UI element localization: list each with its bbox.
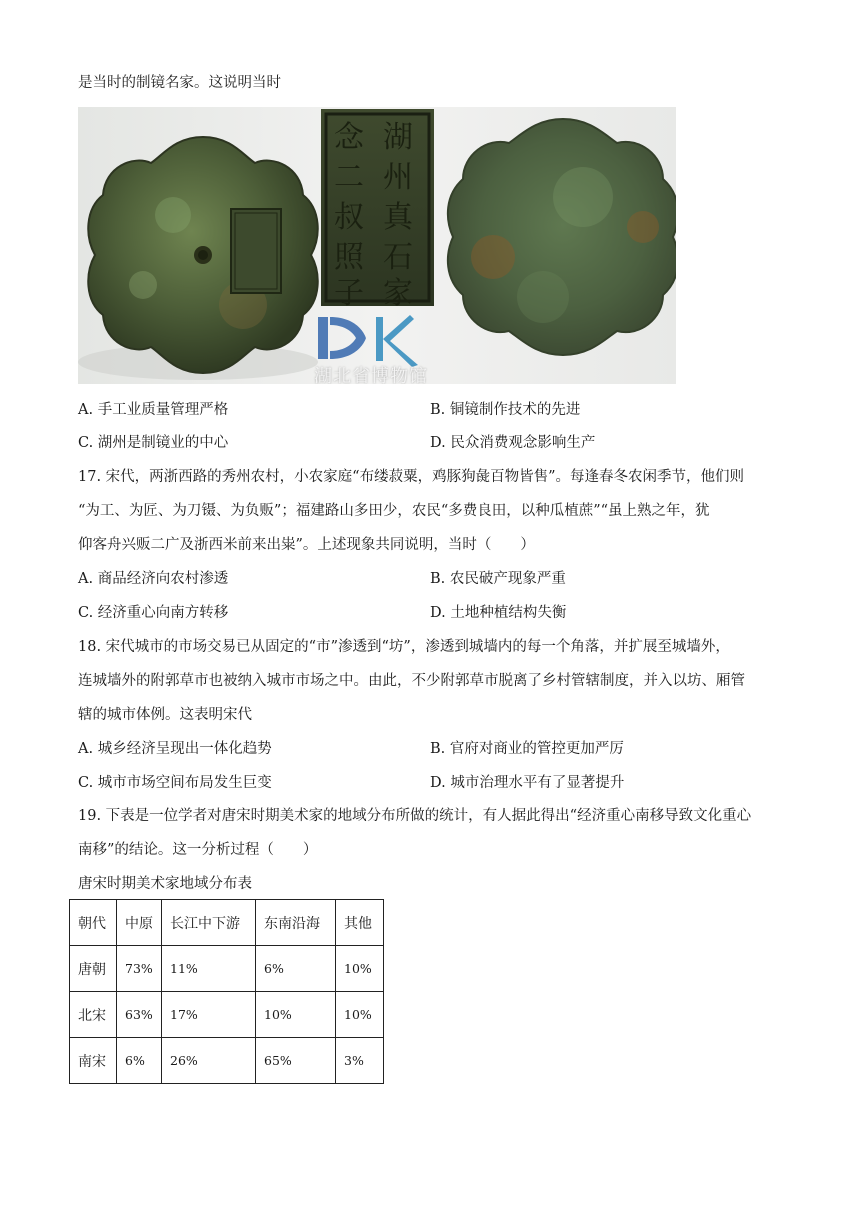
table-cell: 63% [117, 992, 162, 1038]
q19-stem-line-2: 南移”的结论。这一分析过程（ ） [78, 842, 318, 858]
svg-text:子: 子 [334, 276, 364, 311]
table-cell: 11% [162, 946, 256, 992]
svg-text:州: 州 [383, 160, 413, 195]
table-row [70, 1038, 384, 1084]
q17-stem-line-1: 17. 宋代，两浙西路的秀州农村，小农家庭“布缕菽粟，鸡豚狗彘百物皆售”。每逢春冬农闲季节，他们则 [78, 469, 744, 485]
q18-option-b[interactable]: B. 官府对商业的管控更加严厉 [430, 741, 624, 757]
q19-stem-line-1: 19. 下表是一位学者对唐宋时期美术家的地域分布所做的统计，有人据此得出“经济重心南移导致文化重心 [78, 808, 752, 824]
table-cell: 6% [117, 1038, 162, 1084]
table-cell: 6% [256, 946, 336, 992]
table-header-cell: 朝代 [70, 900, 117, 946]
table-header-row [70, 900, 384, 946]
table-header-cell: 中原 [117, 900, 162, 946]
table-cell: 南宋 [70, 1038, 117, 1084]
table-row [70, 946, 384, 992]
q17-stem-line-3: 仰客舟兴贩二广及浙西米前来出粜”。上述现象共同说明，当时（ ） [78, 537, 535, 553]
q19-table-title: 唐宋时期美术家地域分布表 [78, 876, 252, 892]
q16-option-a[interactable]: A. 手工业质量管理严格 [78, 402, 229, 418]
svg-text:二: 二 [334, 160, 364, 195]
svg-text:照: 照 [334, 240, 364, 275]
svg-text:石: 石 [383, 240, 413, 275]
q16-option-b[interactable]: B. 铜镜制作技术的先进 [430, 402, 581, 418]
q18-stem-line-1: 18. 宋代城市的市场交易已从固定的“市”渗透到“坊”，渗透到城墙内的每一个角落，并扩展至城墙外， [78, 639, 730, 655]
table-cell: 唐朝 [70, 946, 117, 992]
q16-option-d[interactable]: D. 民众消费观念影响生产 [430, 435, 596, 451]
table-cell: 10% [336, 992, 384, 1038]
q17-stem-line-2: “为工、为匠、为刀镊、为负贩”；福建路山多田少，农民“多费良田，以种瓜植蔗”“虽上熟之年，犹 [78, 503, 710, 519]
q18-stem-line-2: 连城墙外的附郭草市也被纳入城市市场之中。由此，不少附郭草市脱离了乡村管辖制度，并入以坊、厢管 [78, 673, 745, 689]
museum-watermark: 湖北省博物馆 [314, 366, 428, 384]
q18-option-d[interactable]: D. 城市治理水平有了显著提升 [430, 775, 625, 791]
left-mirror [88, 137, 317, 373]
q17-option-b[interactable]: B. 农民破产现象严重 [430, 571, 566, 587]
q18-option-a[interactable]: A. 城乡经济呈现出一体化趋势 [78, 741, 272, 757]
table-cell: 3% [336, 1038, 384, 1084]
table-header-cell: 其他 [336, 900, 384, 946]
table-cell: 65% [256, 1038, 336, 1084]
q18-option-c[interactable]: C. 城市市场空间布局发生巨变 [78, 775, 272, 791]
table-cell: 北宋 [70, 992, 117, 1038]
table-cell: 73% [117, 946, 162, 992]
table-cell: 26% [162, 1038, 256, 1084]
table-header-cell: 东南沿海 [256, 900, 336, 946]
table-row [70, 992, 384, 1038]
table-cell: 10% [256, 992, 336, 1038]
table-header-cell: 长江中下游 [162, 900, 256, 946]
seal-closeup [321, 109, 434, 311]
q18-stem-line-3: 辖的城市体例。这表明宋代 [78, 707, 252, 723]
artist-distribution-table [69, 899, 384, 1084]
svg-text:叔: 叔 [334, 200, 364, 235]
q17-option-d[interactable]: D. 土地种植结构失衡 [430, 605, 567, 621]
q16-option-c[interactable]: C. 湖州是制镜业的中心 [78, 435, 229, 451]
svg-text:真: 真 [383, 200, 413, 235]
svg-text:念: 念 [334, 120, 364, 155]
svg-text:家: 家 [383, 276, 413, 311]
svg-text:湖: 湖 [383, 120, 413, 155]
table-cell: 17% [162, 992, 256, 1038]
intro-line: 是当时的制镜名家。这说明当时 [78, 75, 281, 91]
q17-option-a[interactable]: A. 商品经济向农村渗透 [78, 571, 229, 587]
q17-option-c[interactable]: C. 经济重心向南方转移 [78, 605, 229, 621]
table-cell: 10% [336, 946, 384, 992]
bronze-mirror-photo [78, 107, 676, 384]
right-mirror [448, 119, 676, 355]
